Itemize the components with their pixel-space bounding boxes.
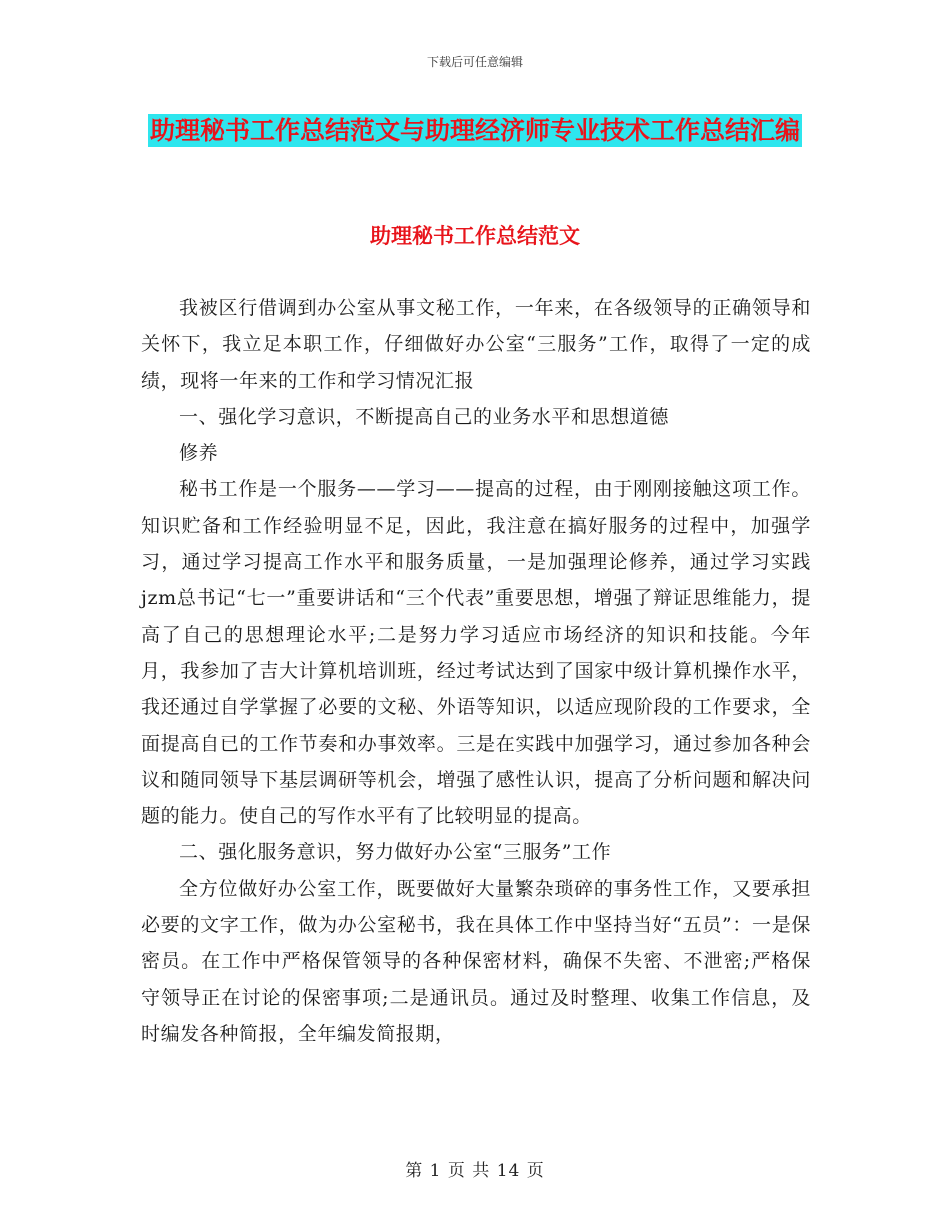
page-header-note: 下载后可任意编辑 <box>426 55 523 69</box>
paragraph-section-one-body: 秘书工作是一个服务——学习——提高的过程，由于刚刚接触这项工作。知识贮备和工作经验明显不足，因此，我注意在搞好服务的过程中，加强学习，通过学习提高工作水平和服务质量，一是加强理论修养，通过学习实践jzm总书记“七一”重要讲话和“三个代表”重要思想，增强了辩证思维能力，提高了自己的思想理论水平;二是努力学习适应市场经济的知识和技能。今年月，我参加了吉大计算机培训班，经过考试达到了国家中级计算机操作水平，我还通过自学掌握了必要的文秘、外语等知识，以适应现阶段的工作要求，全面提高自已的工作节奏和办事效率。三是在实践中加强学习，通过参加各种会议和随同领导下基层调研等机会，增强了感性认识，提高了分析问题和解决问题的能力。使自己的写作水平有了比较明显的提高。 <box>141 478 811 828</box>
section-title: 助理秘书工作总结范文 <box>370 223 580 248</box>
paragraph-section-two-body: 全方位做好办公室工作，既要做好大量繁杂琐碎的事务性工作，又要承担必要的文字工作，做为办公室秘书，我在具体工作中坚持当好“五员”：一是保密员。在工作中严格保管领导的各种保密材料，确保不失密、不泄密;严格保守领导正在讨论的保密事项;二是通讯员。通过及时整理、收集工作信息，及时编发各种简报，全年编发简报期， <box>141 877 811 1045</box>
body-content <box>141 290 811 1052</box>
document-title-text: 助理秘书工作总结范文与助理经济师专业技术工作总结汇编 <box>149 116 800 145</box>
heading-section-one: 一、强化学习意识，不断提高自己的业务水平和思想道德 <box>179 405 670 428</box>
heading-section-two: 二、强化服务意识，努力做好办公室“三服务”工作 <box>179 841 612 864</box>
heading-section-one-continued: 修养 <box>179 442 219 465</box>
page-footer: 第 1 页 共 14 页 <box>405 1161 545 1181</box>
document-title <box>140 108 810 154</box>
paragraph-intro: 我被区行借调到办公室从事文秘工作，一年来，在各级领导的正确领导和关怀下，我立足本职工作，仔细做好办公室“三服务”工作，取得了一定的成绩，现将一年来的工作和学习情况汇报 <box>141 297 811 392</box>
